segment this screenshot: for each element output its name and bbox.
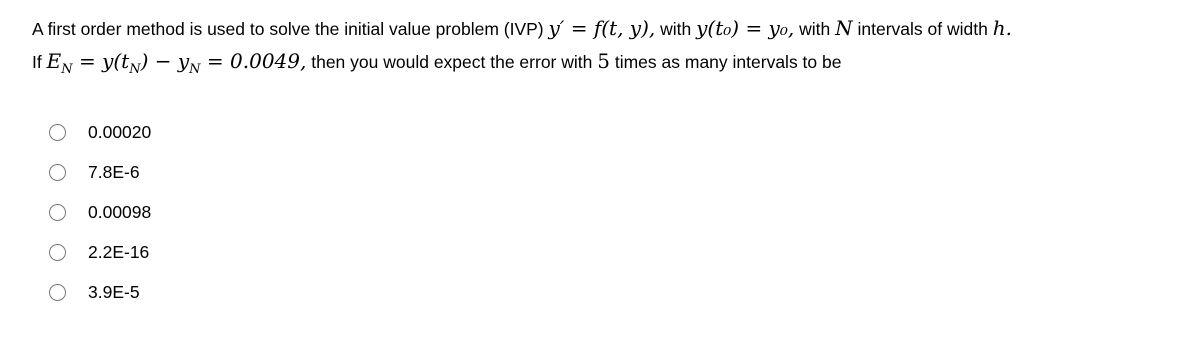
factor-value: 5 <box>597 49 610 73</box>
ode-expression: y′ = f(t, y), <box>548 16 656 40</box>
answer-option-3[interactable] <box>49 192 151 232</box>
question-text-part: A first order method is used to solve the initial value problem (IVP) <box>32 19 544 39</box>
question-line-1 <box>32 10 1182 43</box>
radio-button-icon[interactable] <box>49 284 66 301</box>
answer-option-label[interactable]: 0.00020 <box>88 121 152 142</box>
n-variable: N <box>835 16 853 40</box>
question-text-part: with <box>660 19 692 39</box>
error-expression: $E_N = y(t_N) - y_N = 0.0049$, <box>46 49 307 77</box>
question-line-2 <box>32 43 1182 76</box>
answer-option-label[interactable]: 2.2E-16 <box>88 241 150 262</box>
radio-button-icon[interactable] <box>49 244 66 261</box>
h-variable: h. <box>992 16 1012 40</box>
answer-option-1[interactable] <box>49 112 151 152</box>
answer-option-5[interactable] <box>49 272 151 312</box>
question-text-part: If <box>32 52 42 72</box>
answer-option-label[interactable]: 7.8E-6 <box>88 161 140 182</box>
answer-option-label[interactable]: 3.9E-5 <box>88 281 140 302</box>
question-text-part: then you would expect the error with <box>311 52 593 72</box>
question-text-part: with <box>799 19 831 39</box>
radio-button-icon[interactable] <box>49 204 66 221</box>
question-text-part: times as many intervals to be <box>614 52 842 72</box>
answer-options <box>49 112 151 312</box>
initial-condition-expression: y(t₀) = y₀, <box>696 16 795 40</box>
question-text <box>32 10 1182 76</box>
radio-button-icon[interactable] <box>49 164 66 181</box>
answer-option-2[interactable] <box>49 152 151 192</box>
answer-option-label[interactable]: 0.00098 <box>88 201 152 222</box>
answer-option-4[interactable] <box>49 232 151 272</box>
radio-button-icon[interactable] <box>49 124 66 141</box>
question-text-part: intervals of width <box>857 19 988 39</box>
